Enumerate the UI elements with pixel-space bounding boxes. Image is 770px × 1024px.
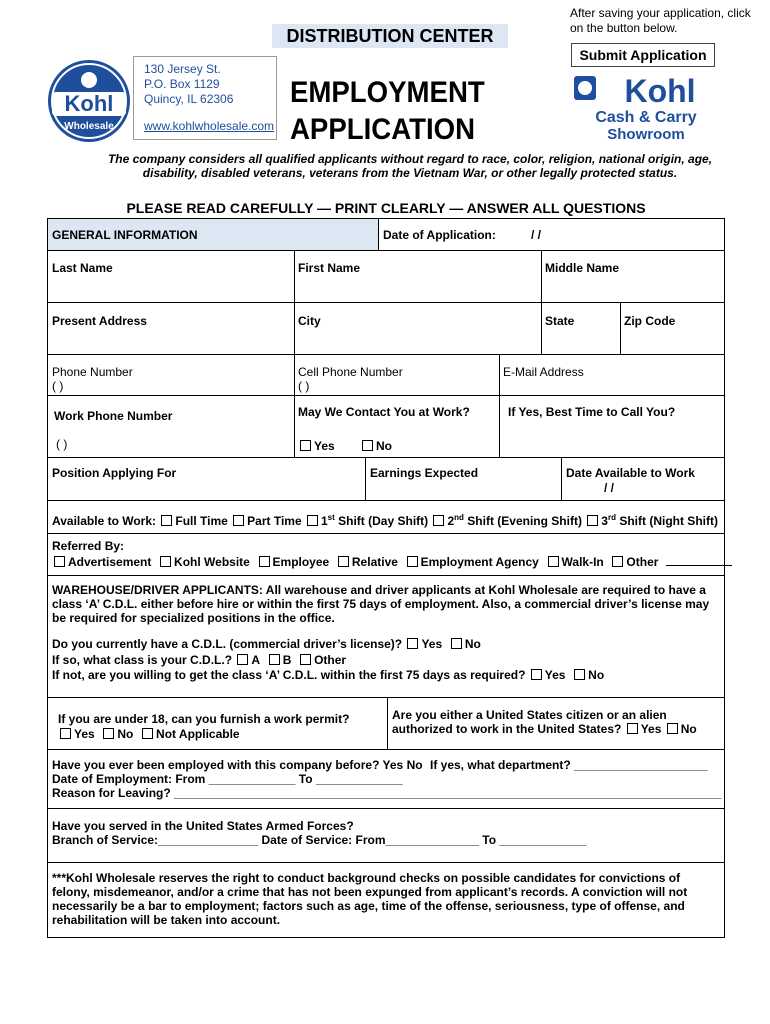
permit-no-checkbox[interactable] [103, 728, 114, 739]
referred-by-label: Referred By: [52, 539, 125, 553]
cash-carry-showroom-logo [572, 72, 720, 144]
third-shift-checkbox[interactable] [587, 515, 598, 526]
instructions-heading: PLEASE READ CAREFULLY — PRINT CLEARLY — ANSWER ALL QUESTIONS [126, 200, 646, 216]
class-a-checkbox[interactable] [237, 654, 248, 665]
contact-yes-checkbox[interactable] [300, 440, 311, 451]
cdl-class-question: If so, what class is your C.D.L.? [52, 653, 233, 667]
cdl-question: Do you currently have a C.D.L. (commercial driver’s license)? [52, 637, 403, 651]
submit-note: After saving your application, click on the button below. [570, 6, 751, 35]
contact-yes-option[interactable]: Yes [298, 439, 335, 453]
class-other-checkbox[interactable] [300, 654, 311, 665]
class-b-checkbox[interactable] [269, 654, 280, 665]
submit-application-button[interactable]: Submit Application [571, 43, 715, 67]
website-link[interactable]: www.kohlwholesale.com [144, 119, 275, 133]
work-phone-field[interactable]: ( ) [56, 437, 68, 451]
advertisement-checkbox[interactable] [54, 556, 65, 567]
kohl-wholesale-logo [46, 58, 132, 144]
first-shift-label: Shift (Day Shift) [338, 514, 429, 528]
relative-checkbox[interactable] [338, 556, 349, 567]
logo-right-mid-text: Cash & Carry [595, 109, 697, 126]
citizen-yes-checkbox[interactable] [627, 723, 638, 734]
logo-right-bottom-text: Showroom [607, 126, 685, 143]
permit-na-checkbox[interactable] [142, 728, 153, 739]
first-shift-checkbox[interactable] [307, 515, 318, 526]
email-label: E-Mail Address [503, 365, 584, 379]
middle-name-label: Middle Name [545, 261, 620, 275]
full-time-label: Full Time [175, 514, 228, 528]
city-label: City [298, 314, 321, 328]
part-time-label: Part Time [247, 514, 302, 528]
date-available-label: Date Available to Work [566, 466, 695, 480]
under-18-options: Yes No Not Applicable [58, 727, 240, 741]
cdl-willing-row: If not, are you willing to get the class ‘A’ C.D.L. within the first 75 days as required? Yes No [52, 668, 605, 682]
cell-phone-field[interactable]: ( ) [298, 379, 310, 393]
cdl-question-row: Do you currently have a C.D.L. (commercial driver’s license)? Yes No [52, 637, 481, 651]
address-line2: P.O. Box 1129 [144, 77, 220, 91]
date-of-application-field[interactable]: / / [531, 228, 542, 242]
general-information-label: GENERAL INFORMATION [52, 228, 198, 242]
date-available-field[interactable]: / / [604, 481, 615, 495]
company-address [133, 56, 277, 140]
referral-options: Advertisement Kohl Website Employee Relative Employment Agency Walk-In Other [52, 555, 732, 569]
citizen-question: Are you either a United States citizen or an alien authorized to work in the United States? [392, 708, 667, 736]
application-form [47, 218, 725, 938]
contact-no-option[interactable]: No [360, 439, 392, 453]
availability-row: Available to Work: Full Time Part Time 1st Shift (Day Shift) 2nd Shift (Evening Shift) 3rd Shift (Night Shift) [52, 513, 718, 528]
second-shift-label: Shift (Evening Shift) [467, 514, 582, 528]
logo-left-bottom-text: Wholesale [64, 121, 114, 132]
phone-number-field[interactable]: ( ) [52, 379, 64, 393]
second-shift-checkbox[interactable] [433, 515, 444, 526]
work-phone-label: Work Phone Number [54, 409, 173, 423]
willing-yes-checkbox[interactable] [531, 669, 542, 680]
background-check-notice: ***Kohl Wholesale reserves the right to conduct background checks on possible candidates for convictions of felony, misdemeanor, and/or a crime that has not been expunged from applicant’s records. A conviction will not necessarily be a bar to employment; factors such as age, time of the offense, seriousness, type of offense, and rehabilitation will be taken into account. [52, 871, 688, 927]
kohl-website-checkbox[interactable] [160, 556, 171, 567]
page-title [290, 74, 511, 148]
other-referral-field[interactable] [666, 565, 732, 566]
zip-code-label: Zip Code [624, 314, 676, 328]
title-line2: APPLICATION [290, 113, 476, 146]
under-18-question: If you are under 18, can you furnish a work permit? [58, 712, 350, 726]
first-name-label: First Name [298, 261, 361, 275]
armed-forces-question: Have you served in the United States Armed Forces? [52, 819, 354, 833]
other-checkbox[interactable] [612, 556, 623, 567]
state-label: State [545, 314, 575, 328]
address-line3: Quincy, IL 62306 [144, 92, 234, 106]
third-shift-label: Shift (Night Shift) [619, 514, 718, 528]
date-of-employment-row: Date of Employment: From _____________ To _____________ [52, 772, 403, 786]
willing-no-checkbox[interactable] [574, 669, 585, 680]
present-address-label: Present Address [52, 314, 147, 328]
warehouse-driver-notice: WAREHOUSE/DRIVER APPLICANTS: All warehouse and driver applicants at Kohl Wholesale are required to have a class ‘A’ C.D.L. either before hire or within the first 75 days of employment. Also, a commercial driver’s license may be required for specialized positions in the office. [52, 583, 710, 625]
walk-in-checkbox[interactable] [548, 556, 559, 567]
phone-number-label: Phone Number [52, 365, 133, 379]
citizen-no-checkbox[interactable] [667, 723, 678, 734]
citizen-question-block: Are you either a United States citizen or an alien authorized to work in the United States? Yes No [392, 708, 697, 736]
logo-right-top-text: Kohl [624, 73, 696, 109]
permit-yes-checkbox[interactable] [60, 728, 71, 739]
position-applying-label: Position Applying For [52, 466, 177, 480]
cdl-no-checkbox[interactable] [451, 638, 462, 649]
cdl-yes-checkbox[interactable] [407, 638, 418, 649]
cdl-class-row: If so, what class is your C.D.L.? A B Other [52, 653, 347, 667]
cell-phone-label: Cell Phone Number [298, 365, 403, 379]
reason-for-leaving-row: Reason for Leaving? __________________________________________________________________________________ [52, 786, 722, 800]
date-of-application-label: Date of Application: [383, 228, 496, 242]
best-time-label: If Yes, Best Time to Call You? [508, 405, 676, 419]
employee-checkbox[interactable] [259, 556, 270, 567]
branch-of-service-row: Branch of Service:_______________ Date of Service: From______________ To _____________ [52, 833, 587, 847]
earnings-expected-label: Earnings Expected [370, 466, 479, 480]
employment-agency-checkbox[interactable] [407, 556, 418, 567]
department-question: If yes, what department? ____________________ [430, 758, 708, 772]
employed-before-question: Have you ever been employed with this company before? Yes No [52, 758, 423, 772]
available-to-work-label: Available to Work: [52, 514, 157, 528]
cdl-willing-question: If not, are you willing to get the class ‘A’ C.D.L. within the first 75 days as required? [52, 668, 526, 682]
part-time-checkbox[interactable] [233, 515, 244, 526]
logo-left-top-text: Kohl [64, 91, 114, 116]
may-we-contact-label: May We Contact You at Work? [298, 405, 470, 419]
full-time-checkbox[interactable] [161, 515, 172, 526]
distribution-center-heading: DISTRIBUTION CENTER [272, 24, 508, 48]
eeo-statement: The company considers all qualified applicants without regard to race, color, religion, national origin, age, disability, disabled veterans, veterans from the Vietnam War, or other legally protected status. [107, 152, 713, 180]
address-line1: 130 Jersey St. [144, 62, 221, 76]
title-line1: EMPLOYMENT [290, 76, 485, 109]
contact-no-checkbox[interactable] [362, 440, 373, 451]
last-name-label: Last Name [52, 261, 113, 275]
